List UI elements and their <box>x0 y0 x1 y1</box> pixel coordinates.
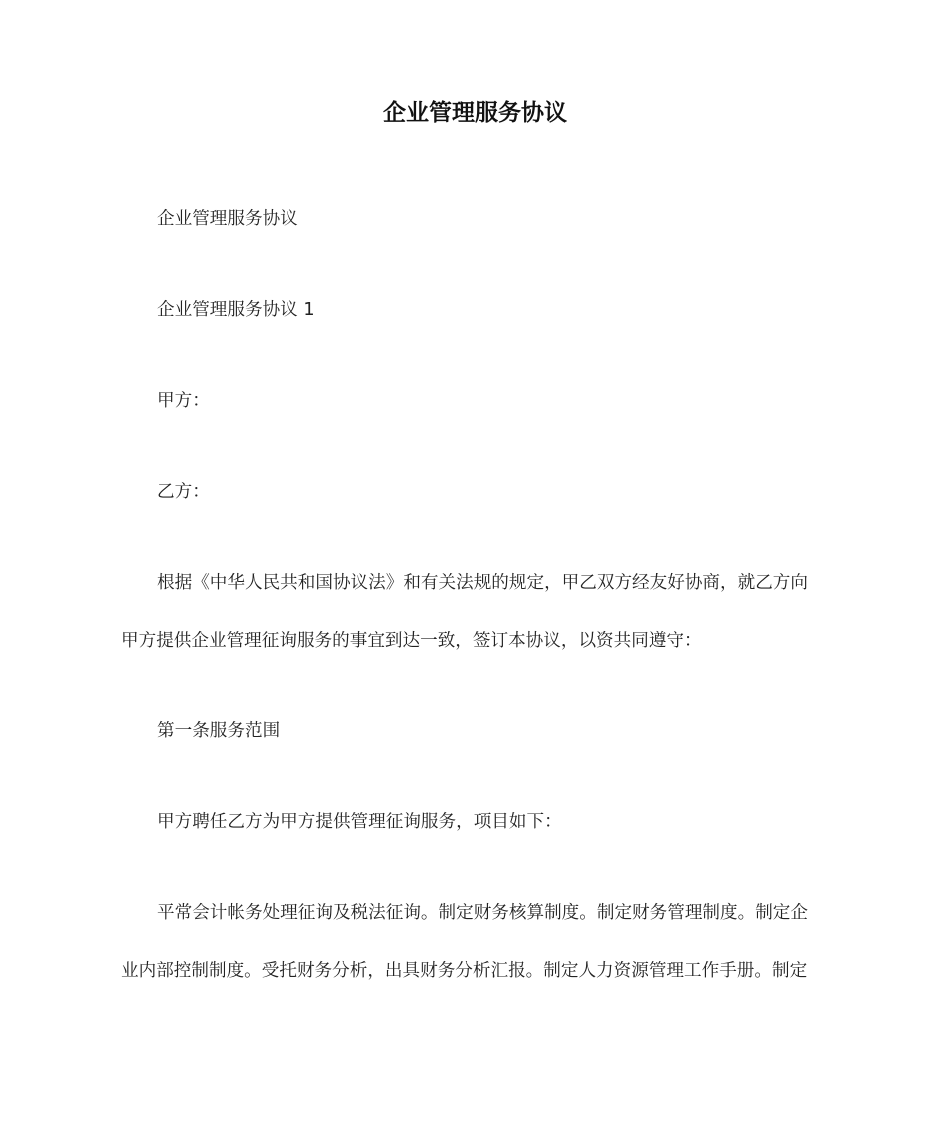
article-1-intro: 甲方聘任乙方为甲方提供管理征询服务，项目如下： <box>157 812 562 832</box>
paragraph-subtitle: 企业管理服务协议 1 <box>157 300 315 320</box>
preamble-line-1: 根据《中华人民共和国协议法》和有关法规的规定，甲乙双方经友好协商，就乙方向 <box>157 573 808 593</box>
article-1-heading: 第一条服务范围 <box>157 721 281 741</box>
service-items-line-2: 业内部控制制度。受托财务分析，出具财务分析汇报。制定人力资源管理工作手册。制定 <box>121 961 808 981</box>
party-b-label: 乙方： <box>157 482 210 502</box>
document-title: 企业管理服务协议 <box>383 100 567 126</box>
service-items-line-1: 平常会计帐务处理征询及税法征询。制定财务核算制度。制定财务管理制度。制定企 <box>157 903 808 923</box>
paragraph-heading-repeat: 企业管理服务协议 <box>157 209 298 229</box>
preamble-line-2: 甲方提供企业管理征询服务的事宜到达一致，签订本协议，以资共同遵守： <box>121 631 702 651</box>
party-a-label: 甲方： <box>157 391 210 411</box>
